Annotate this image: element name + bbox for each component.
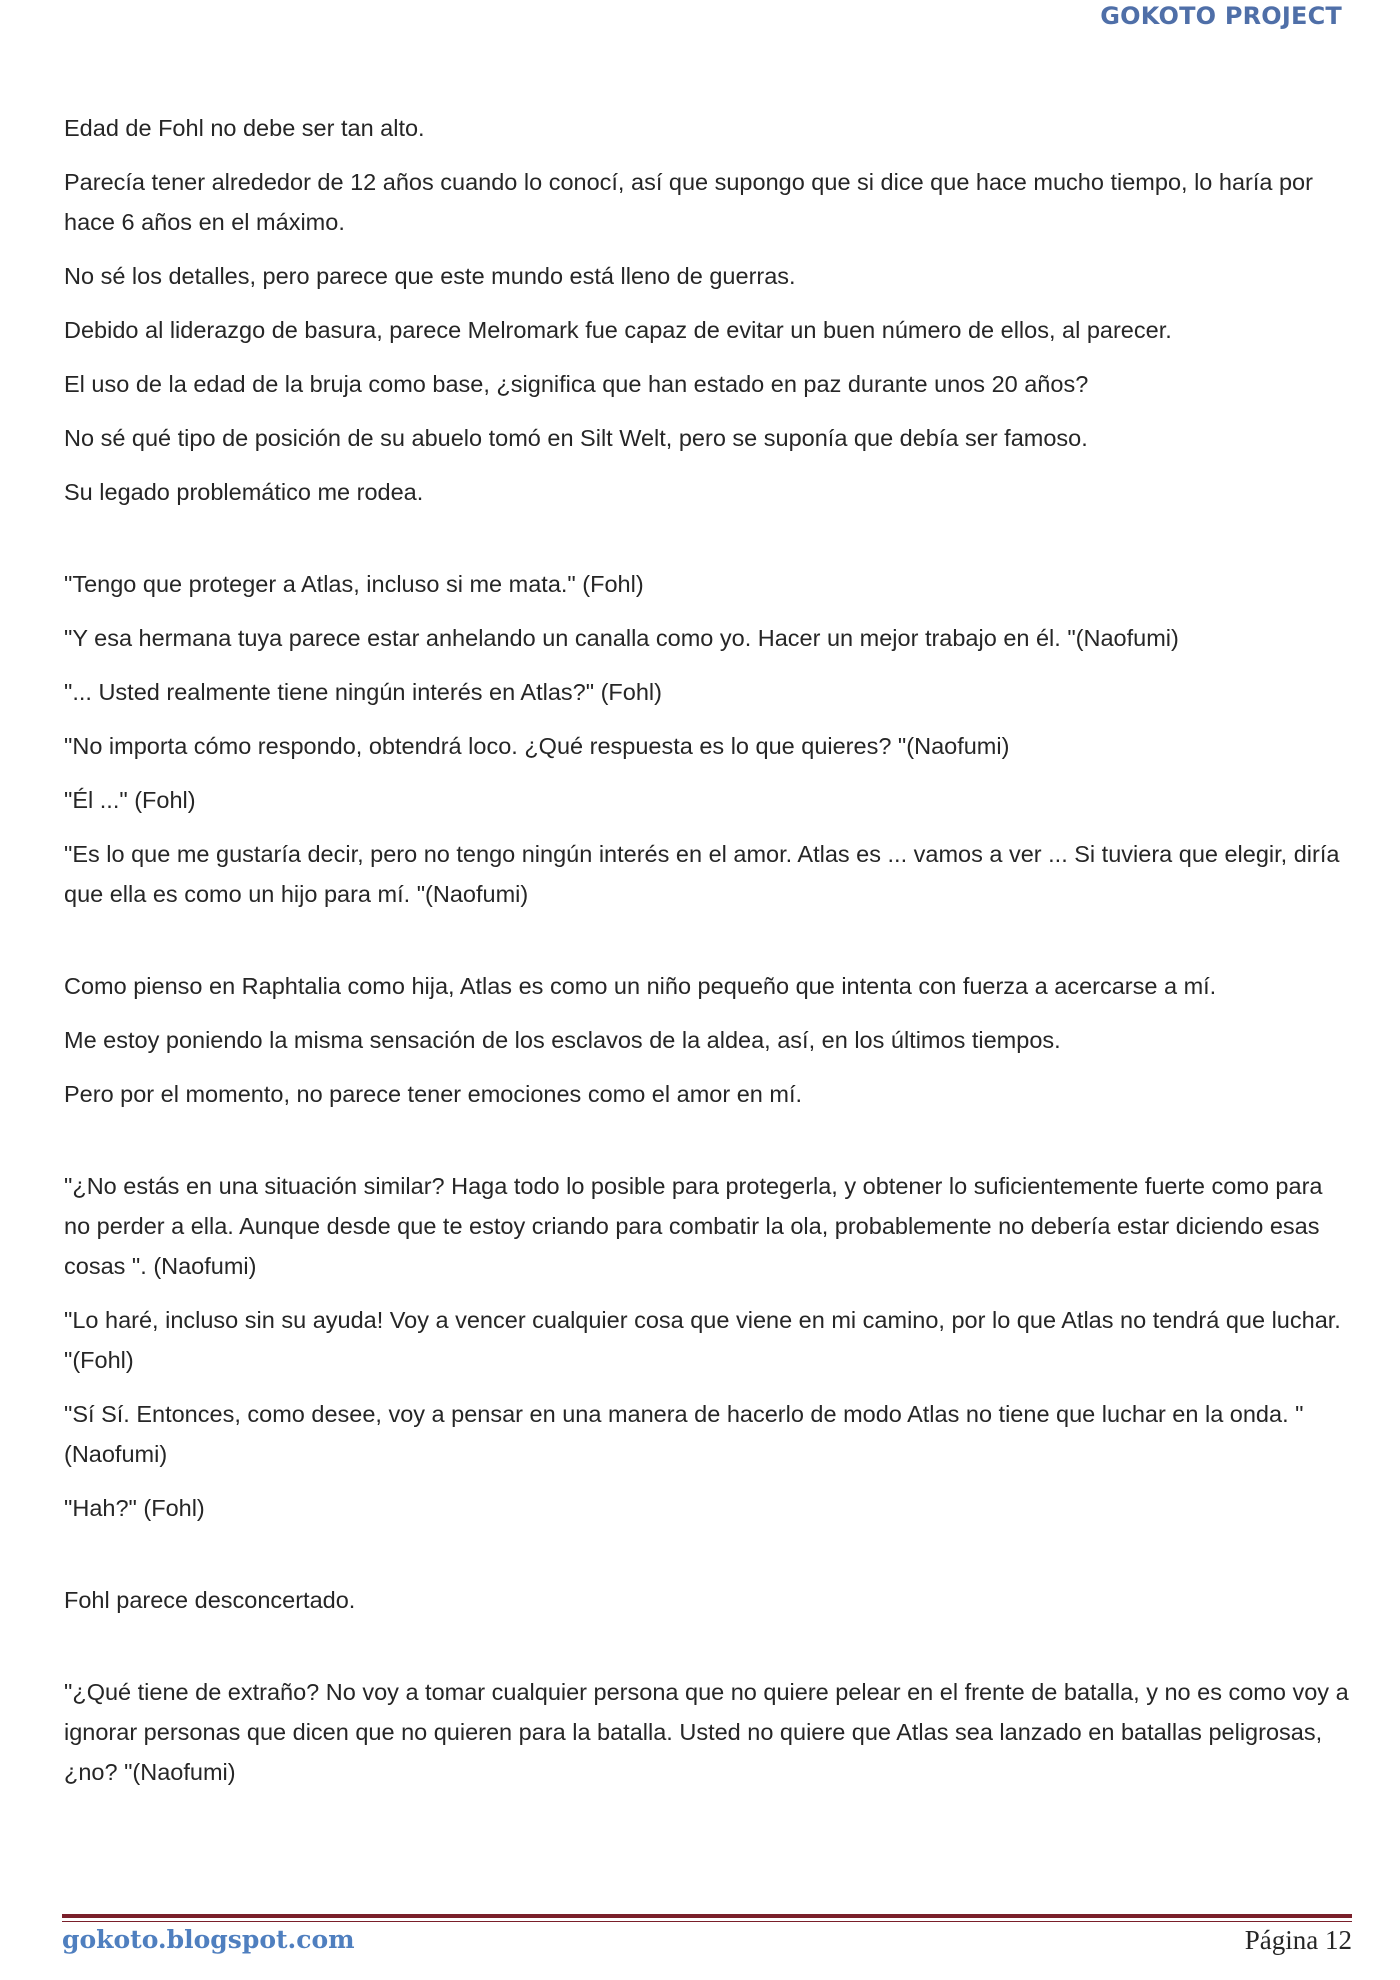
dialogue-line: "Es lo que me gustaría decir, pero no tengo ningún interés en el amor. Atlas es ... vamos a ver ... Si tuviera que elegir, diría que ella es como un hijo para mí. "(Naofumi): [64, 841, 1340, 907]
paragraph: Me estoy poniendo la misma sensación de los esclavos de la aldea, así, en los últimos tiempos.: [64, 1027, 1061, 1053]
footer-site-link[interactable]: gokoto.blogspot.com: [62, 1925, 355, 1954]
footer-page-number: Página 12: [1244, 1925, 1352, 1955]
dialogue-line: "Él ..." (Fohl): [64, 787, 196, 813]
paragraph: Fohl parece desconcertado.: [64, 1587, 356, 1613]
dialogue-line: "Tengo que proteger a Atlas, incluso si me mata." (Fohl): [64, 571, 644, 597]
paragraph: Su legado problemático me rodea.: [64, 479, 424, 505]
dialogue-line: "Hah?" (Fohl): [64, 1495, 205, 1521]
footer-divider-thin: [62, 1921, 1352, 1922]
dialogue-line: "¿No estás en una situación similar? Haga todo lo posible para protegerla, y obtener lo suficientemente fuerte como para no perder a ella. Aunque desde que te estoy criando para combatir la ola, probablemente no debería estar diciendo esas cosas ". (Naofumi): [64, 1173, 1323, 1279]
dialogue-line: "Lo haré, incluso sin su ayuda! Voy a vencer cualquier cosa que viene en mi camino, por lo que Atlas no tendrá que luchar. "(Fohl): [64, 1307, 1341, 1373]
paragraph: Como pienso en Raphtalia como hija, Atlas es como un niño pequeño que intenta con fuerza a acercarse a mí.: [64, 973, 1217, 999]
dialogue-line: "... Usted realmente tiene ningún interés en Atlas?" (Fohl): [64, 679, 662, 705]
dialogue-line: "¿Qué tiene de extraño? No voy a tomar cualquier persona que no quiere pelear en el frente de batalla, y no es como voy a ignorar personas que dicen que no quieren para la batalla. Usted no quiere que Atlas sea lanzado en batallas peligrosas, ¿no? "(Naofumi): [64, 1679, 1349, 1785]
paragraph: No sé qué tipo de posición de su abuelo tomó en Silt Welt, pero se suponía que debía ser famoso.: [64, 425, 1088, 451]
dialogue-line: "Sí Sí. Entonces, como desee, voy a pensar en una manera de hacerlo de modo Atlas no tiene que luchar en la onda. "(Naofumi): [64, 1401, 1304, 1467]
paragraph: Pero por el momento, no parece tener emociones como el amor en mí.: [64, 1081, 803, 1107]
paragraph: El uso de la edad de la bruja como base, ¿significa que han estado en paz durante unos 20 años?: [64, 371, 1089, 397]
document-body: [64, 108, 1352, 1806]
dialogue-line: "Y esa hermana tuya parece estar anhelando un canalla como yo. Hacer un mejor trabajo en él. "(Naofumi): [64, 625, 1179, 651]
page-header-title: GOKOTO PROJECT: [1100, 2, 1342, 30]
dialogue-line: "No importa cómo respondo, obtendrá loco. ¿Qué respuesta es lo que quieres? "(Naofumi): [64, 733, 1010, 759]
paragraph: No sé los detalles, pero parece que este mundo está lleno de guerras.: [64, 263, 796, 289]
paragraph: Edad de Fohl no debe ser tan alto.: [64, 115, 425, 141]
paragraph: Parecía tener alrededor de 12 años cuando lo conocí, así que supongo que si dice que hace mucho tiempo, lo haría por hace 6 años en el máximo.: [64, 169, 1313, 235]
footer-divider-thick: [62, 1914, 1352, 1918]
paragraph: Debido al liderazgo de basura, parece Melromark fue capaz de evitar un buen número de ellos, al parecer.: [64, 317, 1172, 343]
